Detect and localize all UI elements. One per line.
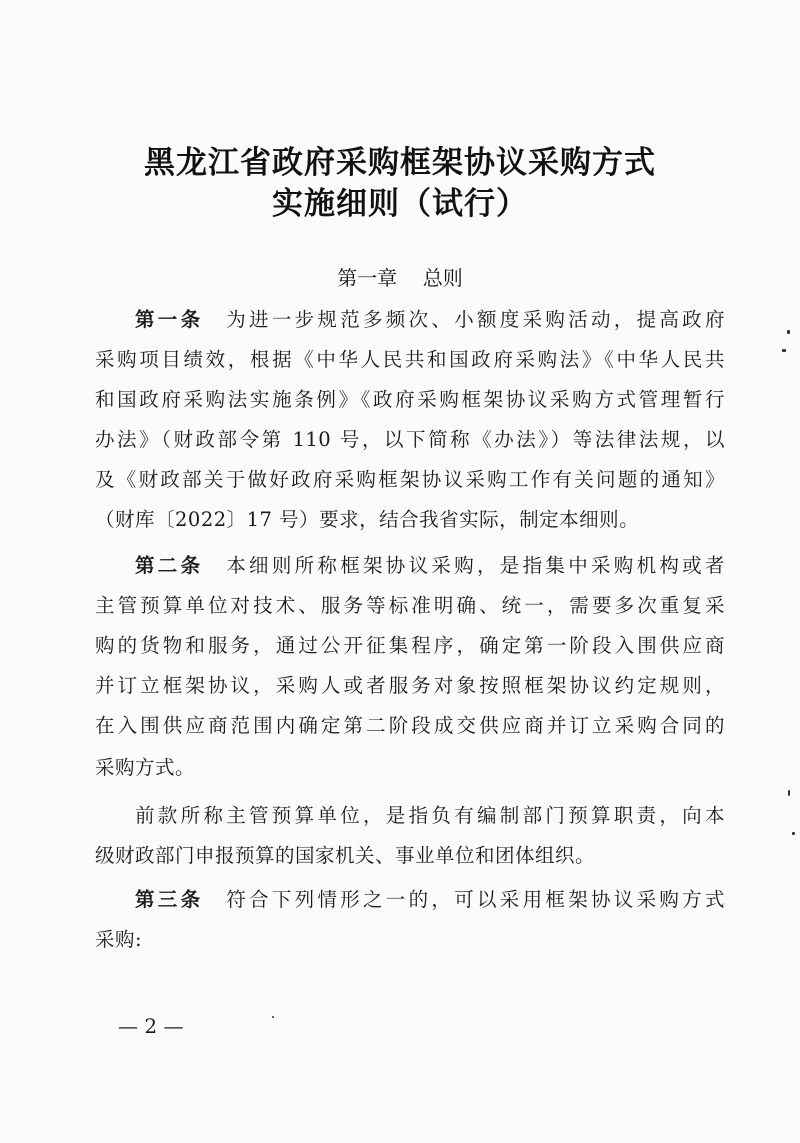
document-title-line-1: 黑龙江省政府采购框架协议采购方式 (144, 145, 656, 181)
article-3-lead: 第三条 (135, 888, 204, 911)
article-1-line-2: 采购项目绩效，根据《中华人民共和国政府采购法》《中华人民共 (95, 348, 725, 371)
article-1-line-3: 和国政府采购法实施条例》《政府采购框架协议采购方式管理暂行 (95, 388, 725, 411)
article-1-lead: 第一条 (135, 308, 204, 331)
page-number: — 2 — (118, 1014, 184, 1038)
scan-speck (272, 1016, 274, 1018)
article-1-line-6: （财库〔2022〕17 号）要求，结合我省实际，制定本细则。 (95, 508, 640, 531)
scan-speck (792, 832, 795, 835)
article-2-line-6: 采购方式。 (95, 756, 196, 779)
article-1-line-4: 办法》（财政部令第 110 号，以下简称《办法》）等法律法规，以 (95, 428, 725, 451)
chapter-name: 总则 (422, 266, 463, 290)
scan-speck (787, 330, 790, 334)
article-2-line-1: 第二条 本细则所称框架协议采购，是指集中采购机构或者 (135, 554, 725, 577)
chapter-label: 第一章 (337, 266, 398, 290)
scan-speck (782, 349, 786, 352)
document-title-line-2: 实施细则（试行） (272, 186, 528, 222)
article-3-line-2: 采购: (95, 928, 143, 951)
article-1-line-1: 第一条 为进一步规范多频次、小额度采购活动，提高政府 (135, 308, 725, 331)
article-2-line-2: 主管预算单位对技术、服务等标准明确、统一，需要多次重复采 (95, 594, 725, 617)
article-2-line-5: 在入围供应商范围内确定第二阶段成交供应商并订立采购合同的 (95, 714, 725, 737)
paragraph-3-line-1: 前款所称主管预算单位，是指负有编制部门预算职责，向本 (135, 804, 725, 827)
article-2-lead: 第二条 (135, 554, 204, 577)
article-2-line-3: 购的货物和服务，通过公开征集程序，确定第一阶段入围供应商 (95, 634, 725, 657)
article-2-line-4: 并订立框架协议，采购人或者服务对象按照框架协议约定规则， (95, 674, 725, 697)
chapter-heading (0, 262, 800, 291)
article-3-line-1: 第三条 符合下列情形之一的，可以采用框架协议采购方式 (135, 888, 725, 911)
paragraph-3-line-2: 级财政部门申报预算的国家机关、事业单位和团体组织。 (95, 844, 596, 867)
article-1-line-5: 及《财政部关于做好政府采购框架协议采购工作有关问题的通知》 (95, 468, 725, 491)
scan-speck (788, 790, 790, 796)
